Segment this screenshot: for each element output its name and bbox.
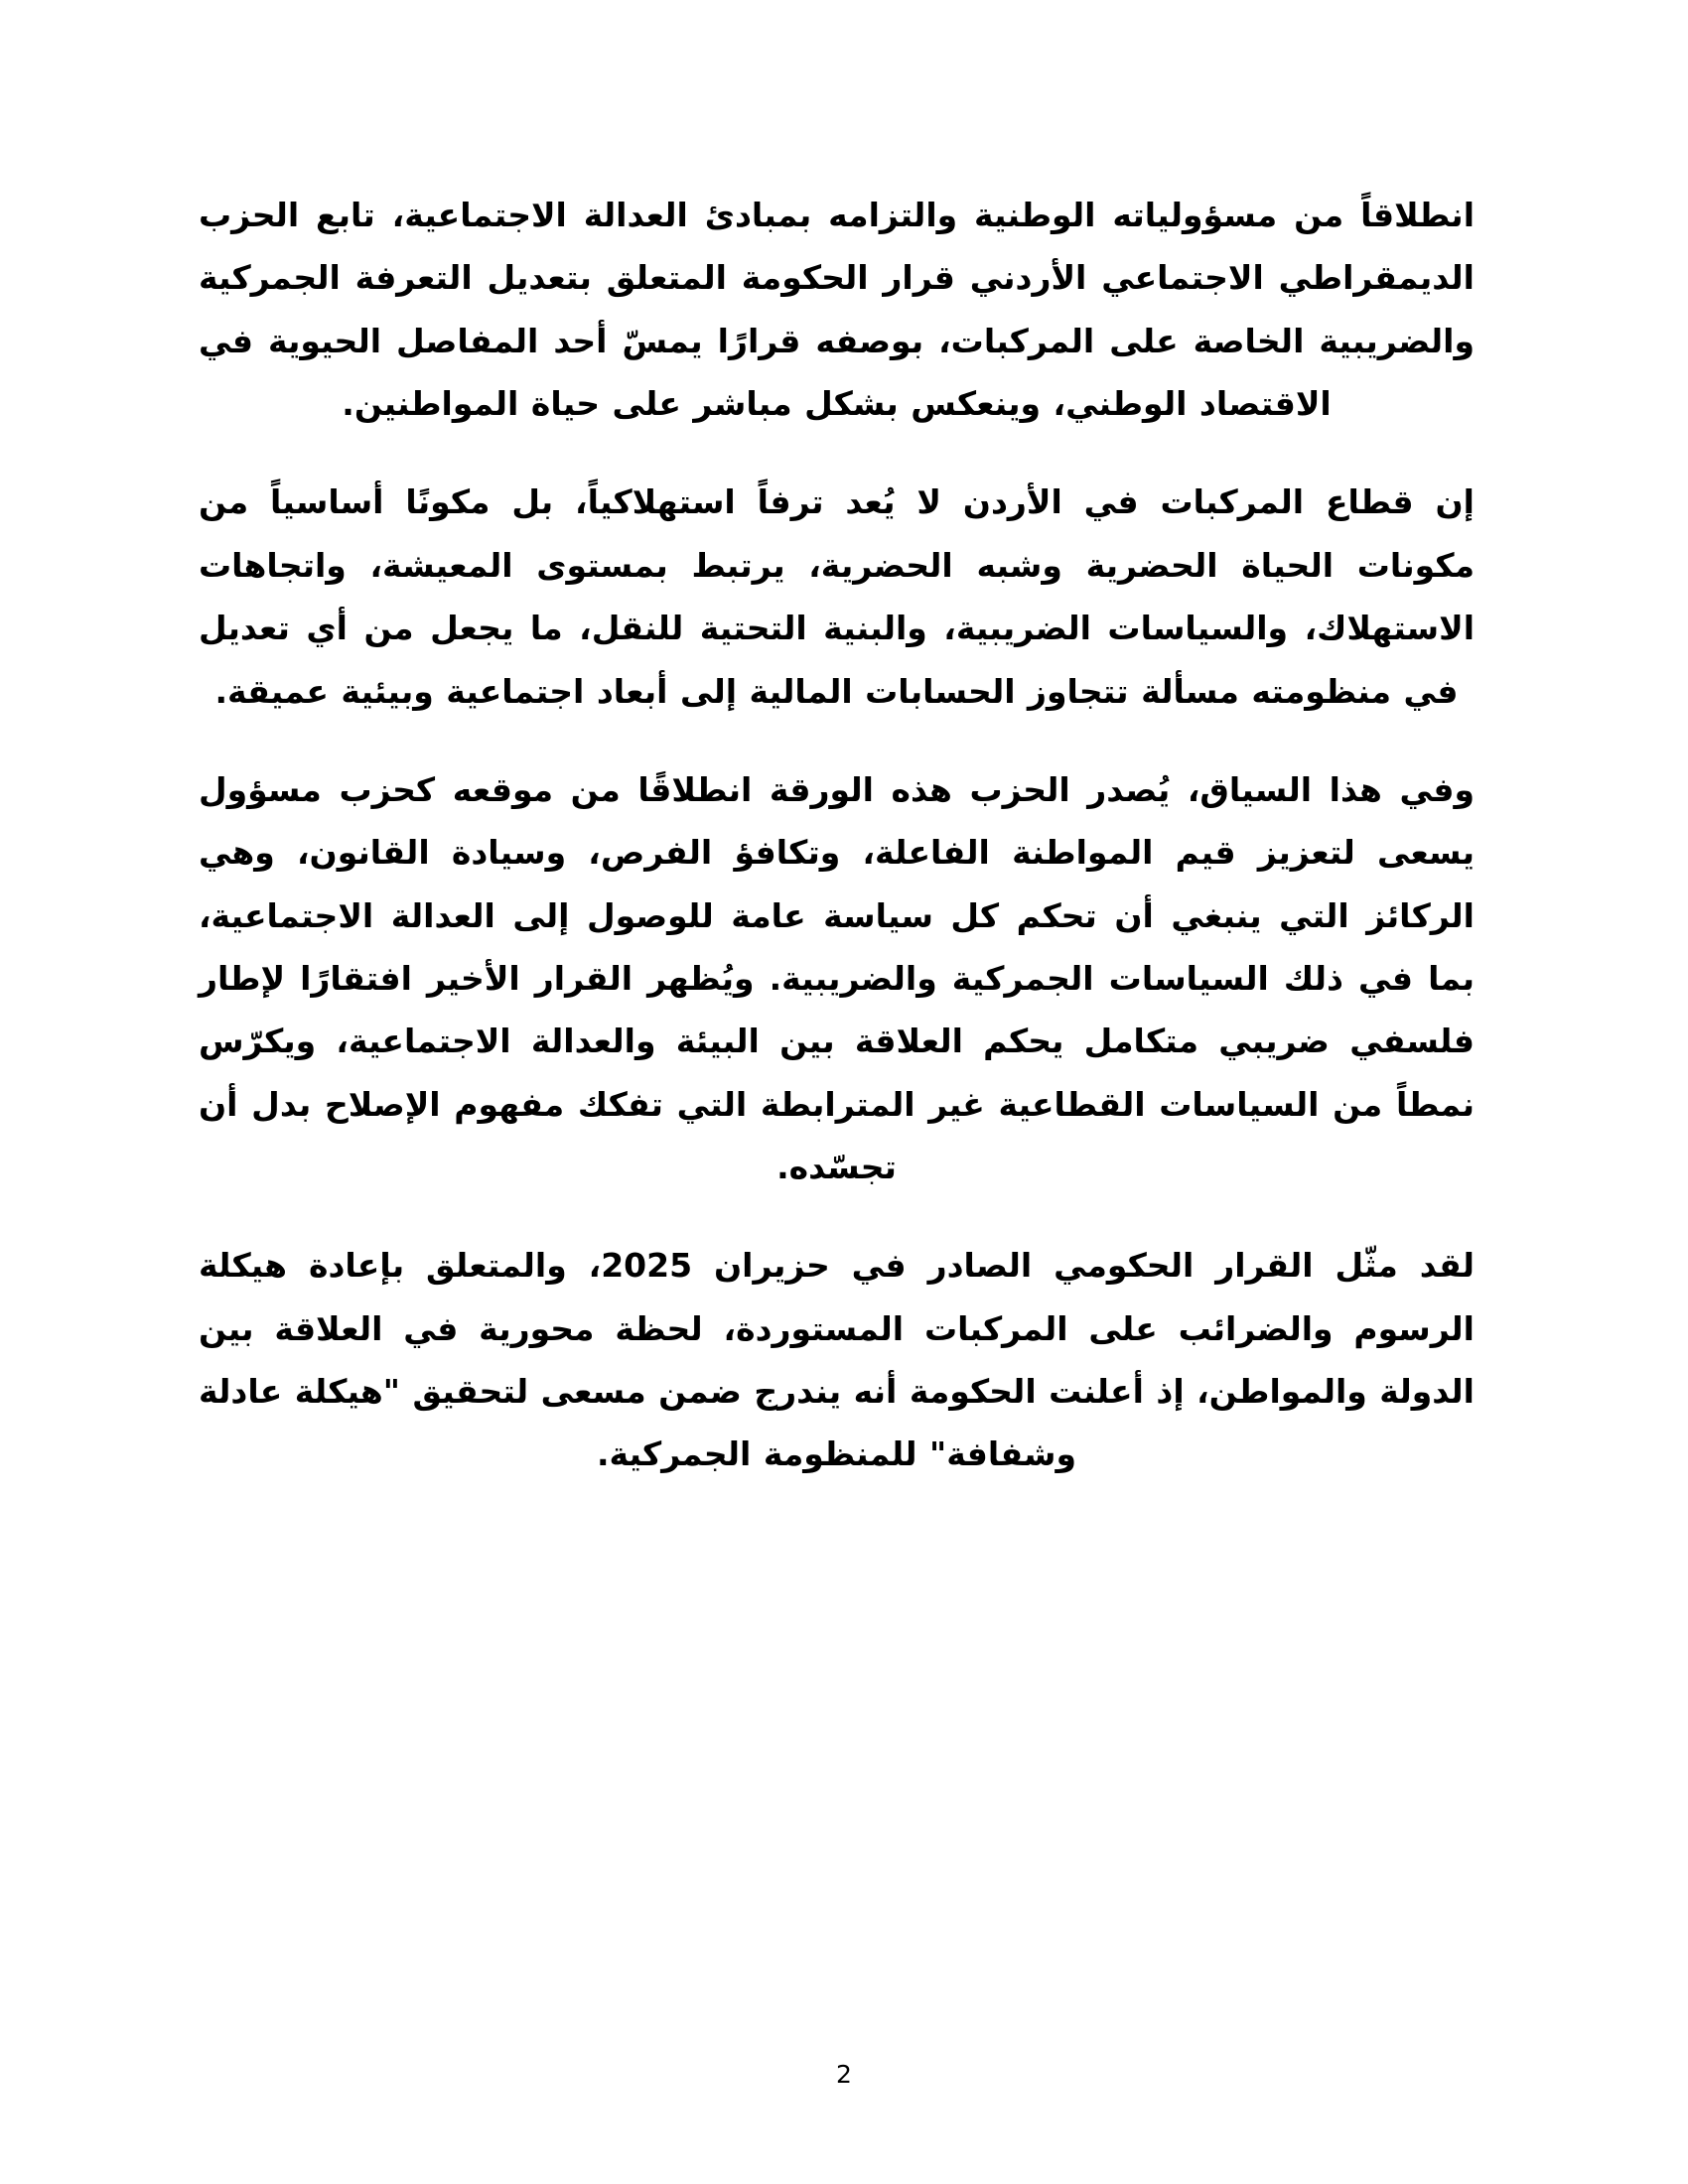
document-body <box>199 184 1475 1486</box>
page-number: 2 <box>836 2060 852 2089</box>
paragraph-1: انطلاقاً من مسؤولياته الوطنية والتزامه بمبادئ العدالة الاجتماعية، تابع الحزب الديمقراطي الاجتماعي الأردني قرار الحكومة المتعلق بتعديل التعرفة الجمركية والضريبية الخاصة على المركبات، بوصفه قرارًا يمسّ أحد المفاصل الحيوية في الاقتصاد الوطني، وينعكس بشكل مباشر على حياة المواطنين. <box>199 196 1475 424</box>
paragraph-2: إن قطاع المركبات في الأردن لا يُعد ترفاً استهلاكياً، بل مكونًا أساسياً من مكونات الحياة الحضرية وشبه الحضرية، يرتبط بمستوى المعيشة، واتجاهات الاستهلاك، والسياسات الضريبية، والبنية التحتية للنقل، ما يجعل من أي تعديل في منظومته مسألة تتجاوز الحسابات المالية إلى أبعاد اجتماعية وبيئية عميقة. <box>199 482 1475 711</box>
paragraph-4: لقد مثّل القرار الحكومي الصادر في حزيران 2025، والمتعلق بإعادة هيكلة الرسوم والضرائب على المركبات المستوردة، لحظة محورية في العلاقة بين الدولة والمواطن، إذ أعلنت الحكومة أنه يندرج ضمن مسعى لتحقيق "هيكلة عادلة وشفافة" للمنظومة الجمركية. <box>199 1246 1475 1474</box>
paragraph-3: وفي هذا السياق، يُصدر الحزب هذه الورقة انطلاقًا من موقعه كحزب مسؤول يسعى لتعزيز قيم المواطنة الفاعلة، وتكافؤ الفرص، وسيادة القانون، وهي الركائز التي ينبغي أن تحكم كل سياسة عامة للوصول إلى العدالة الاجتماعية، بما في ذلك السياسات الجمركية والضريبية. ويُظهر القرار الأخير افتقارًا لإطار فلسفي ضريبي متكامل يحكم العلاقة بين البيئة والعدالة الاجتماعية، ويكرّس نمطاً من السياسات القطاعية غير المترابطة التي تفكك مفهوم الإصلاح بدل أن تجسّده. <box>199 769 1475 1187</box>
